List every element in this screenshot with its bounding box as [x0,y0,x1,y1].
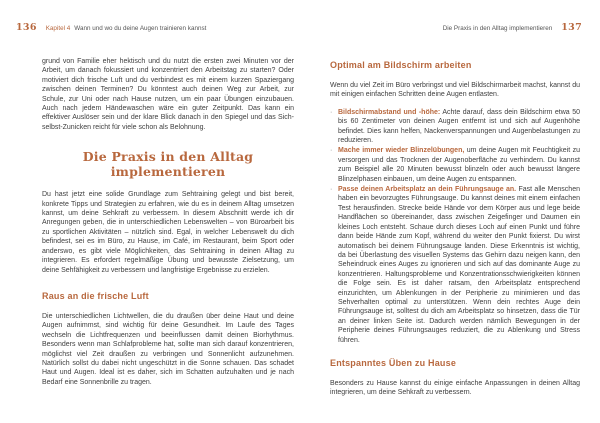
bullet-item [330,108,580,146]
bullet-lead: Bildschirmabstand und -höhe: [338,108,441,116]
page-number-left: 136 [16,22,37,33]
continuation-paragraph: grund von Familie eher hektisch und du nutzt die ersten zwei Minuten vor der Arbeit, um danach fokussiert und konzentriert den Arbeitstag zu starten? Oder motiviert dich frische Luft und du verbindest es mit einem kurzen Spaziergang zwischen deinen Terminen? Du könntest auch deinen Weg zur Arbeit, zur Schule, zur Uni oder nach Hause nutzen, um ein paar Übungen einzubauen. Auch nach jedem Händewaschen wäre ein guter Zeitpunkt. Das kann ein effektiver Auslöser sein und der klare Blick danach in den Spiegel und das Sich-selbst-Zunicken reicht für viele schon als Belohnung. [42,58,294,131]
page-number-right: 137 [561,22,582,33]
bullet-text: um deine Augen mit Feuchtigkeit zu versorgen und das Trocknen der Augenoberfläche zu verhindern. Du kannst zum Beispiel alle 20 Minuten bewusst blinzeln oder auch bewusst längere Blinzelphasen einbauen, um deine Augen zu entspannen. [338,147,580,183]
bullet-dot-icon: · [330,108,333,116]
running-header-right [443,24,582,33]
section-heading-home: Entspanntes Üben zu Hause [330,357,457,368]
screen-work-intro: Wenn du viel Zeit im Büro verbringst und viel Bildschirmarbeit machst, kannst du mit einigen einfachen Schritten deine Augen entlasten. [330,82,580,99]
text-column-left [42,57,294,387]
fresh-air-paragraph: Die unterschiedlichen Lichtwellen, die du draußen über deine Haut und deine Augen aufnimmst, sind wichtig für deine Gesundheit. Im Laufe des Tages wechseln die Lichtfrequenzen und beeinflussen damit deinen Biorhythmus. Besonders wenn man Schlafprobleme hat, sollte man sich darauf konzentrieren, möglichst viel Zeit draußen zu verbringen und Sonnenlicht aufzunehmen. Natürlich sollst du dabei nicht ungeschützt in die Sonne schauen. Das schadet Haut und Augen. Ideal ist es daher, sich im Schatten aufzuhalten und je nach Bedarf eine Sonnenbrille zu tragen. [42,312,294,386]
running-title-left: Wann und wo du deine Augen trainieren kannst [74,25,207,32]
running-title-right: Die Praxis in den Alltag implementieren [442,25,553,32]
bullet-dot-icon: · [330,186,333,194]
chapter-heading: Die Praxis in den Alltag implementieren [82,149,254,180]
screen-work-bullet-list [330,108,580,345]
chapter-intro-paragraph: Du hast jetzt eine solide Grundlage zum Sehtraining gelegt und bist bereit, konkrete Tipps und Strategien zu erfahren, wie du es in deinem Alltag umsetzen kannst, um deine Sehkraft zu verbessern. In diesem Abschnitt werde ich dir Anregungen geben, die in unterschiedlichen Lebenswelten – von Büroarbeit bis zu sportlichen Aktivitäten – nützlich sind. Egal, in welcher Lebenswelt du dich befindest, sei es im Büro, zu Hause, im Café, im Restaurant, beim Sport oder anderswo, es gibt viele Möglichkeiten, das Sehtraining in deinen Alltag zu integrieren. Es erfordert regelmäßige Übung und bewusste Zielsetzung, um deine Sehfähigkeit zu verbessern und langfristige Ergebnisse zu erzielen. [42,191,294,274]
bullet-item [330,185,580,345]
text-column-right [330,60,580,398]
bullet-text: Fast alle Menschen haben ein bevorzugtes Führungsauge. Du kannst deines mit einem einfachen Test herausfinden. Strecke beide Hände vor dem Körper aus und lege beide Handflächen so übereinander, dass zwischen Zeigefinger und Daumen ein kleines Loch entsteht. Schaue durch dieses Loch auf einen Punkt und führe dann beide Hände zum Kopf, während du weiter den Punkt fixierst. Du wirst automatisch bei deinem Führungsauge landen. Diese Erkenntnis ist wichtig, da bei Überlastung des visuellen Systems das Gehirn dazu neigen kann, den Seheindruck eines Auges zu ignorieren und sich auf das dominante Auge zu konzentrieren. Haltungsprobleme und Konzentrationsschwierigkeiten können die Folge sein. Es ist daher ratsam, den Arbeitsplatz entsprechend einzurichten, um Ablenkungen in der Peripherie zu minimieren und das Sehverhalten optimal zu unterstützen. Wenn dein rechtes Auge dein Führungsauge ist, solltest du dich am Arbeitsplatz so hinsetzen, dass die Tür an deiner linken Seite ist. Dadurch werden nämlich Bewegungen in der Peripherie deines Führungsauges reduziert, die zu Ablenkung und Stress führen. [338,186,580,344]
bullet-lead: Passe deinen Arbeitsplatz an dein Führungsauge an. [338,186,517,194]
running-header-left [16,24,206,33]
page-right [300,0,600,423]
bullet-text: Achte darauf, dass dein Bildschirm etwa 50 bis 60 Zentimeter von deinen Augen entfernt ist und sich auf Augenhöhe befindet. Dies kann helfen, Nackenverspannungen und Augenbelastungen zu reduzieren. [338,108,580,145]
bullet-item [330,146,580,184]
section-heading-fresh-air: Raus an die frische Luft [42,290,149,301]
bullet-lead: Mache immer wieder Blinzelübungen, [338,147,465,155]
home-intro-paragraph: Besonders zu Hause kannst du einige einfache Anpassungen in deinen Alltag integrieren, um deine Sehkraft zu verbessern. [330,379,580,397]
section-heading-screen-work: Optimal am Bildschirm arbeiten [330,60,472,70]
bullet-dot-icon: · [330,147,333,155]
running-chapter-label: Kapitel 4 [45,25,71,32]
